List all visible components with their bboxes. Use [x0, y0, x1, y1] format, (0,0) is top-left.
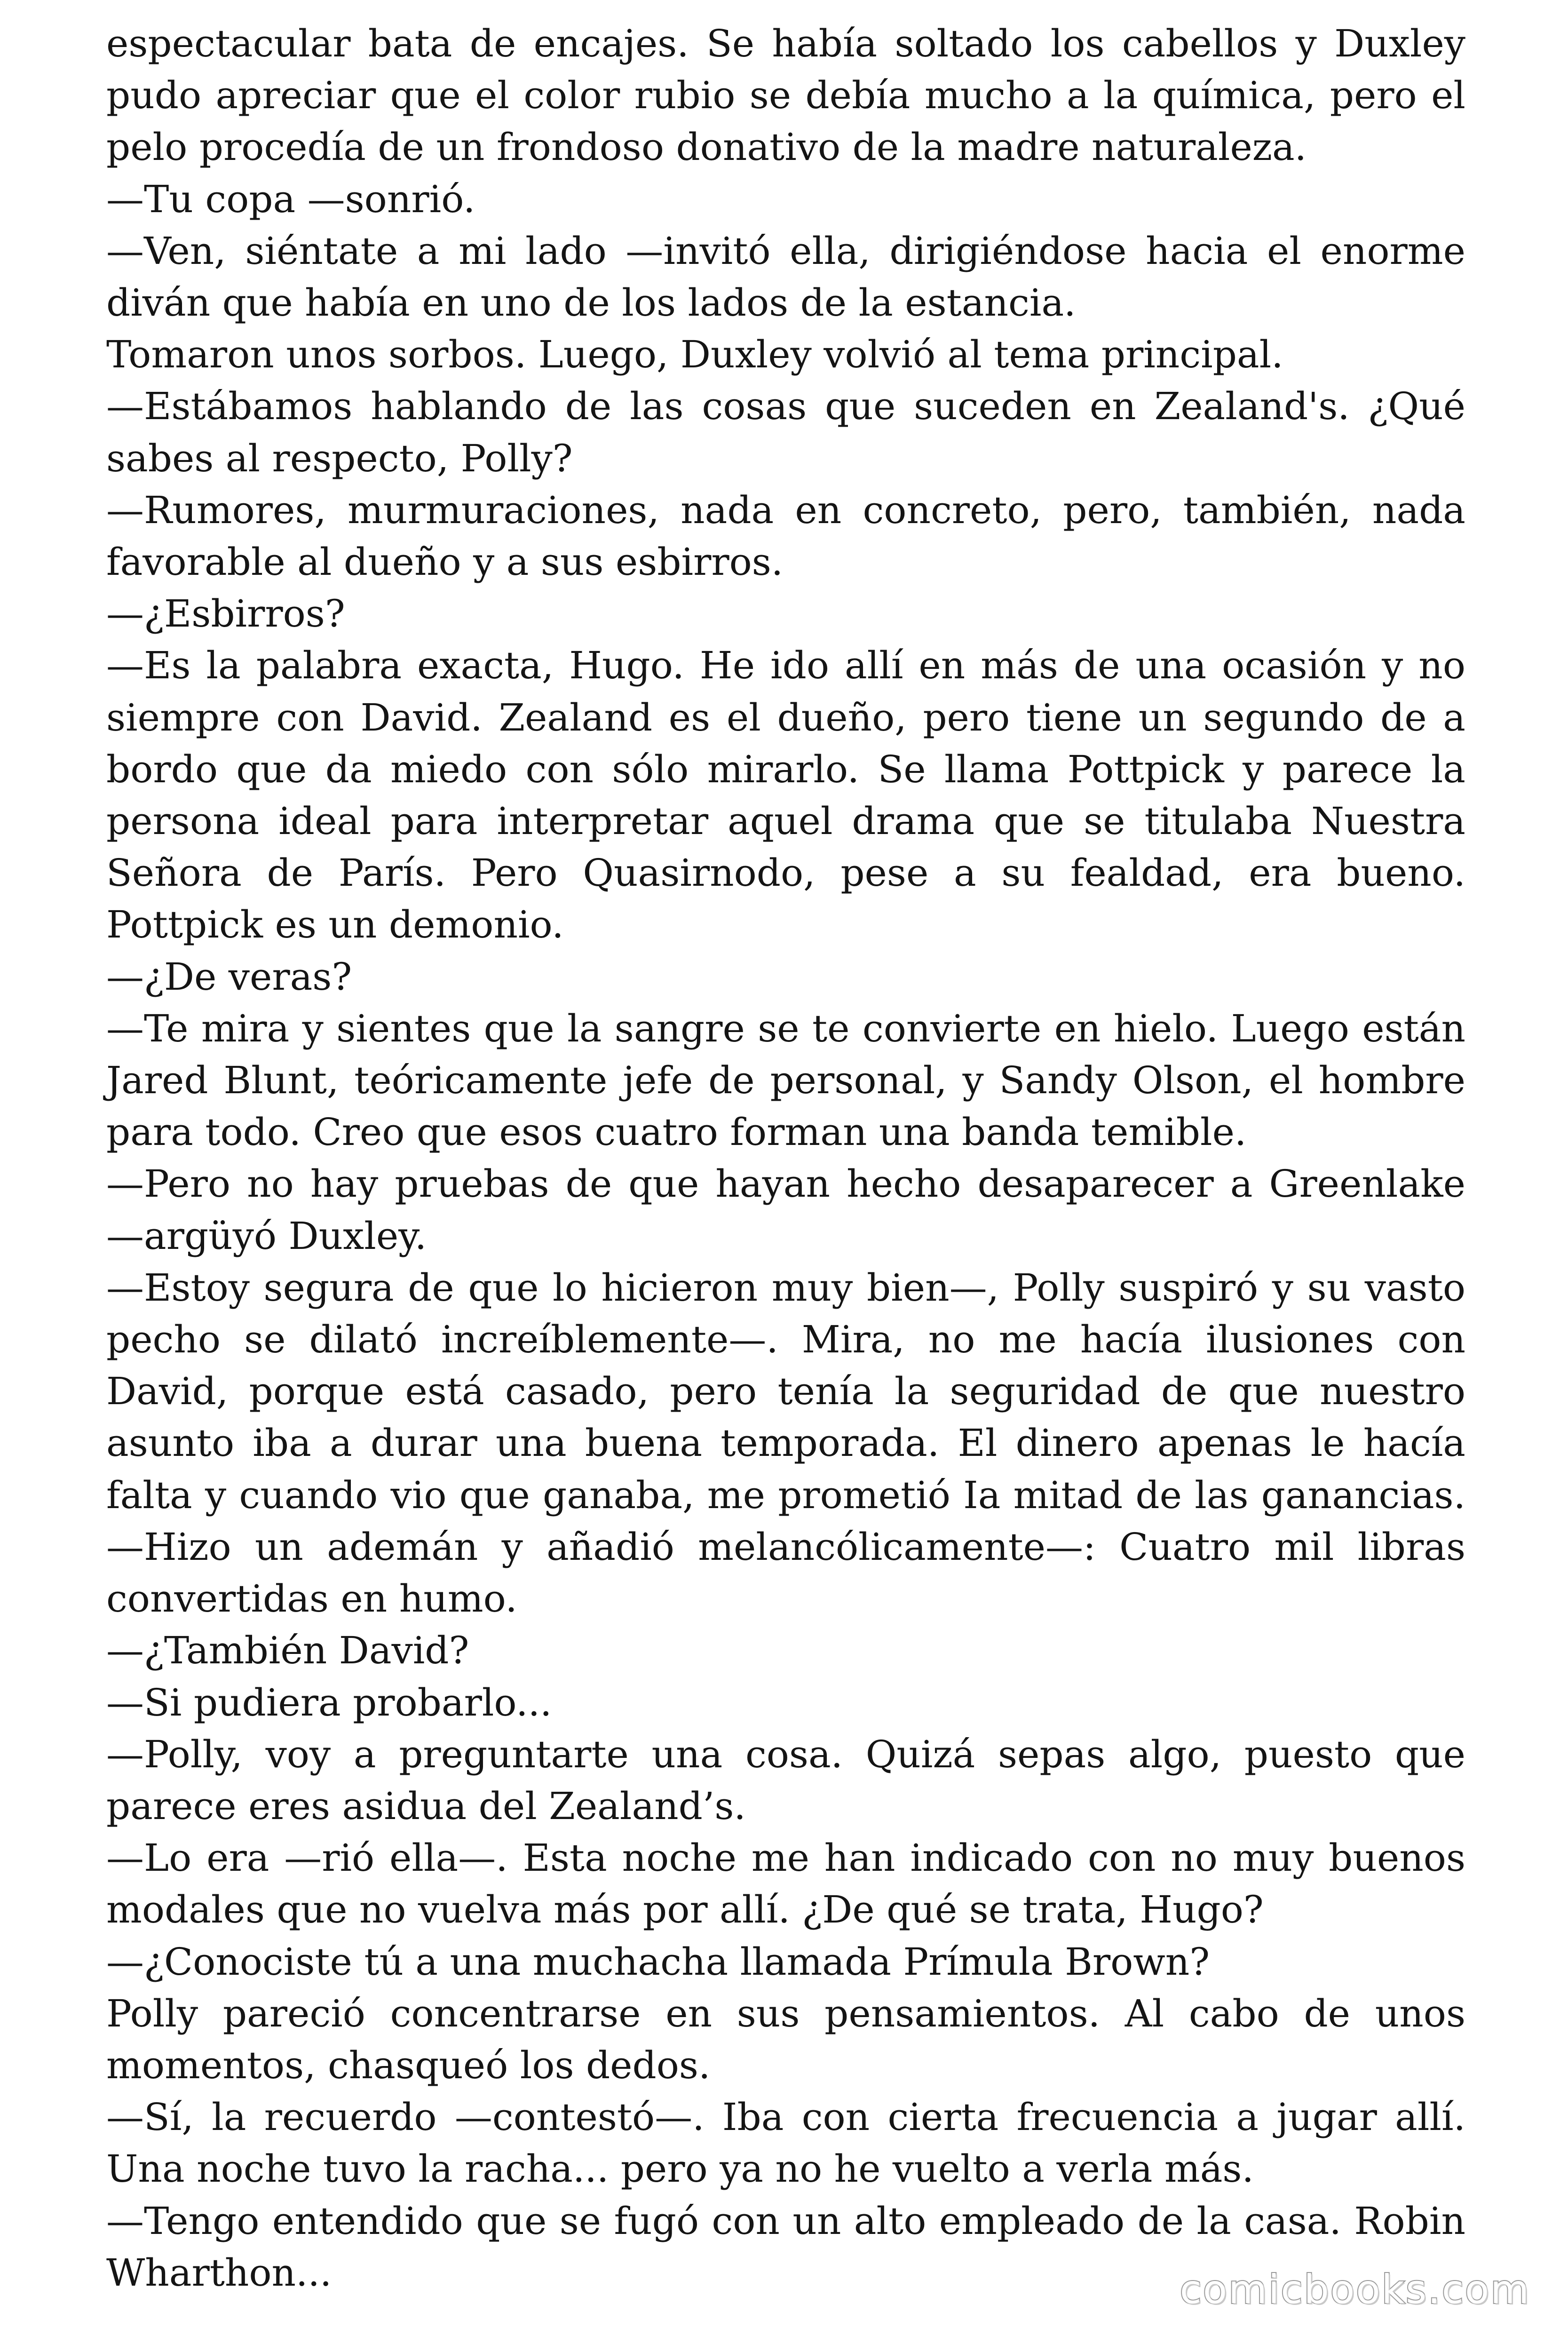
paragraph: —¿Esbirros? — [106, 592, 345, 636]
paragraph: —¿Conociste tú a una muchacha llamada Prímula Brown? — [106, 1939, 1210, 1984]
paragraph: Polly pareció concentrarse en sus pensamientos. Al cabo de unos momentos, chasqueó los dedos. — [106, 1991, 1465, 2087]
paragraph: Tomaron unos sorbos. Luego, Duxley volvió al tema principal. — [106, 333, 1283, 377]
paragraph: —Si pudiera probarlo... — [106, 1680, 552, 1724]
paragraph: —Lo era —rió ella—. Esta noche me han indicado con no muy buenos modales que no vuelva más por allí. ¿De qué se trata, Hugo? — [106, 1836, 1465, 1932]
paragraph: —Rumores, murmuraciones, nada en concreto, pero, también, nada favorable al dueño y a sus esbirros. — [106, 488, 1465, 584]
paragraph: —Estábamos hablando de las cosas que suceden en Zealand's. ¿Qué sabes al respecto, Polly? — [106, 384, 1465, 480]
paragraph: —Polly, voy a preguntarte una cosa. Quizá sepas algo, puesto que parece eres asidua del Zealand’s. — [106, 1732, 1465, 1828]
paragraph: —Pero no hay pruebas de que hayan hecho desaparecer a Greenlake —argüyó Duxley. — [106, 1162, 1465, 1258]
paragraph: —Tu copa —sonrió. — [106, 177, 475, 221]
paragraph: espectacular bata de encajes. Se había soltado los cabellos y Duxley pudo apreciar que el color rubio se debía mucho a la química, pero el pelo procedía de un frondoso donativo de la madre naturaleza. — [106, 22, 1465, 169]
paragraph: —¿De veras? — [106, 954, 352, 999]
paragraph: —¿También David? — [106, 1629, 469, 1673]
paragraph: —Te mira y sientes que la sangre se te convierte en hielo. Luego están Jared Blunt, teóricamente jefe de personal, y Sandy Olson, el hombre para todo. Creo que esos cuatro forman una banda temible. — [106, 1006, 1465, 1154]
paragraph: —Sí, la recuerdo —contestó—. Iba con cierta frecuencia a jugar allí. Una noche tuvo la racha... pero ya no he vuelto a verla más. — [106, 2095, 1465, 2191]
watermark-logo: comicbooks.com — [1180, 2266, 1530, 2312]
paragraph: —Tengo entendido que se fugó con un alto empleado de la casa. Robin Wharthon... — [106, 2199, 1465, 2295]
paragraph: —Ven, siéntate a mi lado —invitó ella, dirigiéndose hacia el enorme diván que había en uno de los lados de la estancia. — [106, 229, 1465, 325]
paragraph: —Es la palabra exacta, Hugo. He ido allí en más de una ocasión y no siempre con David. Zealand es el dueño, pero tiene un segundo de a bordo que da miedo con sólo mirarlo. Se llama Pottpick y parece la persona ideal para interpretar aquel drama que se titulaba Nuestra Señora de París. Pero Quasirnodo, pese a su fealdad, era bueno. Pottpick es un demonio. — [106, 644, 1465, 947]
paragraph: —Estoy segura de que lo hicieron muy bien—, Polly suspiró y su vasto pecho se dilató increíblemente—. Mira, no me hacía ilusiones con David, porque está casado, pero tenía la seguridad de que nuestro asunto iba a durar una buena temporada. El dinero apenas le hacía falta y cuando vio que ganaba, me prometió Ia mitad de las ganancias. —Hizo un ademán y añadió melancólicamente—: Cuatro mil libras convertidas en humo. — [106, 1265, 1465, 1621]
